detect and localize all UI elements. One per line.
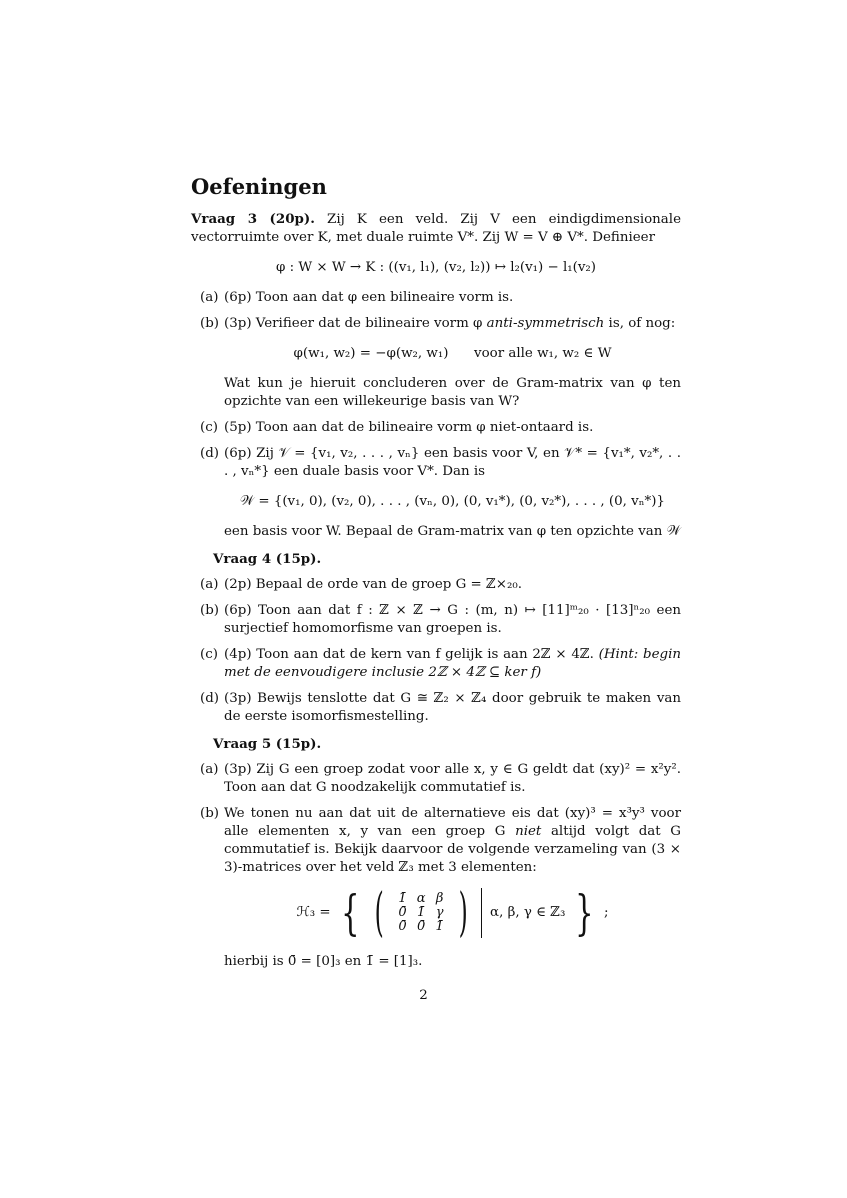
- q4-part-a: [191, 576, 681, 594]
- q4-part-a-label: (a): [200, 577, 219, 592]
- q4-title: Vraag 4 (15p).: [213, 551, 322, 567]
- q3-part-d-text: (6p) Zij 𝒱 = {v₁, v₂, . . . , vₙ} een basis voor V, en 𝒱* = {v₁*, v₂*, . . . , vₙ*} een duale basis voor V*. Dan is: [224, 446, 681, 479]
- matrix-cell: 1̄: [416, 905, 426, 920]
- q4-part-c-label: (c): [200, 647, 218, 662]
- q4-part-d: [191, 690, 681, 726]
- q3-part-a-label: (a): [200, 290, 219, 305]
- q3-part-d-equation: 𝒲 = {(v₁, 0), (v₂, 0), . . . , (vₙ, 0), (0, v₁*), (0, v₂*), . . . , (0, vₙ*)}: [240, 494, 665, 509]
- q3-part-b-emphasis: anti-symmetrisch: [486, 316, 605, 331]
- q5-part-a: [191, 761, 681, 797]
- q3-part-a: [191, 289, 681, 307]
- page-number: 2: [419, 988, 428, 1003]
- q5-part-b-text2: altijd volgt dat G commutatief is. Bekijk daarvoor de volgende verzameling van (3 × 3)-matrices over het veld ℤ₃ met 3 elementen:: [224, 824, 681, 875]
- matrix-cell: α: [416, 891, 426, 906]
- matrix-row: [393, 892, 448, 906]
- q3-part-b-text2: is, of nog:: [604, 316, 676, 331]
- q5-part-b-label: (b): [200, 806, 220, 821]
- q3-part-b-follow: Wat kun je hieruit concluderen over de Gram-matrix van φ ten opzichte van een willekeurige basis van W?: [224, 376, 681, 409]
- q5-part-a-label: (a): [200, 762, 219, 777]
- q4-parts: [191, 576, 681, 726]
- right-brace: }: [575, 885, 594, 941]
- h3-trail: ;: [603, 905, 609, 920]
- h3-set-definition: [224, 883, 681, 943]
- q4-part-d-label: (d): [200, 691, 220, 706]
- q3-intro-paragraph: [191, 210, 681, 247]
- q3-part-a-text: (6p) Toon aan dat φ een bilineaire vorm is.: [224, 290, 514, 305]
- q5-part-b-emphasis: niet: [515, 824, 542, 839]
- q3-part-d: [191, 445, 681, 541]
- q3-parts: [191, 289, 681, 541]
- left-paren: (: [374, 883, 384, 943]
- such-that-bar: [481, 888, 482, 938]
- matrix-cell: 0̄: [398, 905, 407, 920]
- q4-part-d-text: (3p) Bewijs tenslotte dat G ≅ ℤ₂ × ℤ₄ door gebruik te maken van de eerste isomorfismestelling.: [224, 691, 681, 724]
- q3-part-b-equation: φ(w₁, w₂) = −φ(w₂, w₁) voor alle w₁, w₂ ∈ W: [293, 346, 612, 361]
- q3-part-b-label: (b): [200, 316, 220, 331]
- q3-part-d-label: (d): [200, 446, 220, 461]
- matrix-cell: 1̄: [398, 891, 407, 906]
- exercise-content: [191, 174, 681, 979]
- h3-set-name: ℋ₃ =: [296, 905, 331, 920]
- q3-title: Vraag 3 (20p).: [191, 211, 315, 227]
- matrix-cell: 0̄: [416, 919, 426, 934]
- q5-part-b-footer: hierbij is 0̄ = [0]₃ en 1̄ = [1]₃.: [224, 954, 423, 969]
- q3-part-c-label: (c): [200, 420, 218, 435]
- q5-part-a-text: (3p) Zij G een groep zodat voor alle x, y ∈ G geldt dat (xy)² = x²y². Toon aan dat G noodzakelijk commutatief is.: [224, 762, 681, 795]
- left-brace: {: [340, 885, 359, 941]
- page-heading: Oefeningen: [191, 174, 327, 199]
- q3-part-b: [191, 315, 681, 411]
- q4-part-c-hint: (Hint: begin met de eenvoudigere inclusie 2ℤ × 4ℤ ⊆ ker f): [224, 647, 682, 680]
- q5-parts: [191, 761, 681, 971]
- matrix-cell: 0̄: [398, 919, 407, 934]
- q3-part-c: [191, 419, 681, 437]
- matrix-row: [393, 920, 448, 934]
- q3-part-b-text1: (3p) Verifieer dat de bilineaire vorm φ: [224, 316, 487, 331]
- q3-definition: φ : W × W → K : ((v₁, l₁), (v₂, l₂)) ↦ l₂(v₁) − l₁(v₂): [275, 260, 596, 275]
- h3-condition: α, β, γ ∈ ℤ₃: [490, 905, 566, 920]
- q5-part-b: [191, 805, 681, 971]
- q4-part-b: [191, 602, 681, 638]
- q4-part-a-text: (2p) Bepaal de orde van de groep G = ℤ×₂₀.: [224, 577, 522, 592]
- q4-part-c: [191, 646, 681, 682]
- matrix-cell: β: [435, 891, 444, 906]
- q3-part-d-follow: een basis voor W. Bepaal de Gram-matrix van φ ten opzichte van 𝒲: [224, 524, 681, 539]
- q3-intro: Zij K een veld. Zij V een eindigdimensionale vectorruimte over K, met duale ruimte V*. Zij W = V ⊕ V*. Definieer: [191, 212, 681, 245]
- q4-part-b-text: (6p) Toon aan dat f : ℤ × ℤ → G : (m, n) ↦ [11]ᵐ₂₀ · [13]ⁿ₂₀ een surjectief homomorfisme van groepen is.: [224, 603, 681, 636]
- q3-part-c-text: (5p) Toon aan dat de bilineaire vorm φ niet-ontaard is.: [224, 420, 594, 435]
- matrix-cell: γ: [435, 905, 444, 920]
- right-paren: ): [458, 883, 468, 943]
- q4-part-b-label: (b): [200, 603, 220, 618]
- h3-matrix: [393, 892, 448, 934]
- q5-title: Vraag 5 (15p).: [213, 736, 322, 752]
- matrix-cell: 1̄: [435, 919, 444, 934]
- q5-part-b-text1: We tonen nu aan dat uit de alternatieve eis dat (xy)³ = x³y³ voor alle elementen x, y van een groep G: [224, 806, 681, 839]
- q4-part-c-text: (4p) Toon aan dat de kern van f gelijk is aan 2ℤ × 4ℤ.: [224, 647, 599, 662]
- matrix-row: [393, 906, 448, 920]
